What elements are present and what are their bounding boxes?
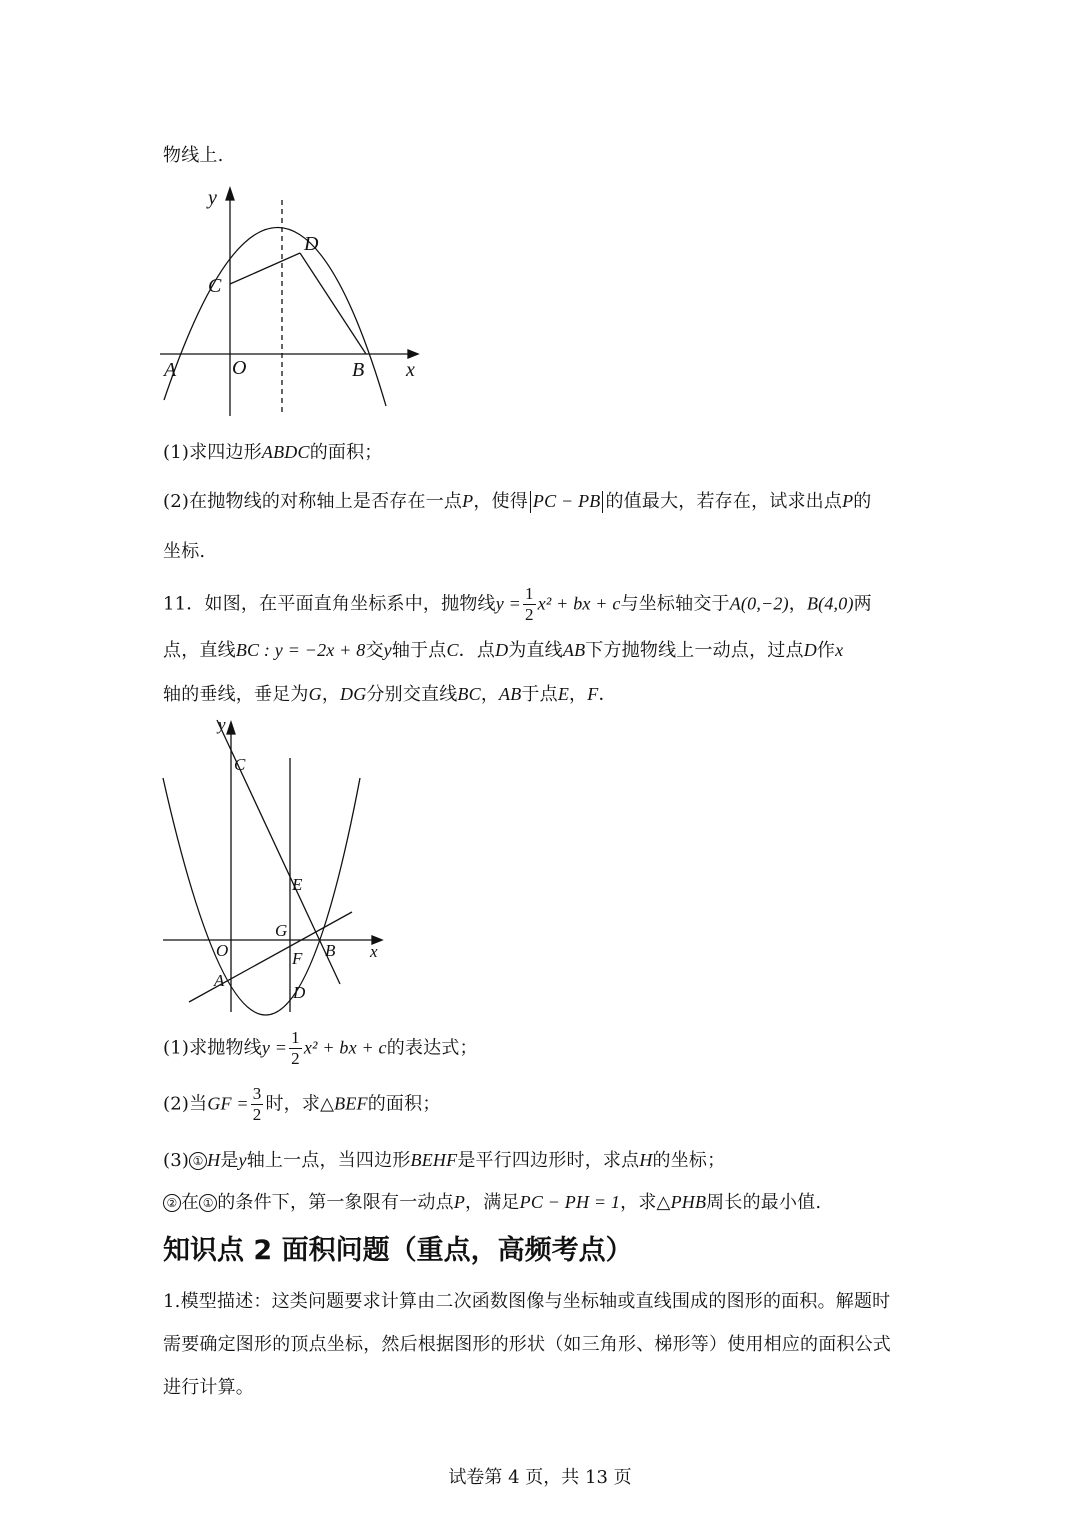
- fig2-label-d: D: [293, 983, 306, 1002]
- fig2-label-x: x: [370, 942, 378, 961]
- fig1-label-a: A: [164, 359, 177, 381]
- fig1-label-b: B: [352, 359, 365, 381]
- fig2-label-y: y: [218, 715, 226, 734]
- p10-question-2: (2)在抛物线的对称轴上是否存在一点P，使得 PC − PB 的值最大，若存在，试求出点P的: [163, 491, 872, 512]
- fraction: $\frac{1}{2}$: [291, 1028, 300, 1068]
- fig2-label-c: C: [234, 755, 246, 774]
- fig2-label-b: B: [325, 941, 336, 960]
- p11-question-3: (3) ① H是y轴上一点，当四边形BEHF是平行四边形时，求点H的坐标；: [163, 1150, 726, 1171]
- p10-question-1: (1)求四边形ABDC的面积；: [163, 442, 383, 463]
- fraction: $\frac{1}{2}$: [524, 584, 534, 624]
- p11-question-2: (2)当GF = $\frac{3}{2}$ 时，求△BEF的面积；: [163, 1084, 441, 1124]
- fig1-label-d: D: [304, 233, 319, 255]
- fig1-segment-db: [300, 253, 366, 354]
- fig2-label-a: A: [214, 971, 225, 990]
- p10-question-2-cont: 坐标.: [163, 541, 206, 562]
- p11-question-3-part-2: ② 在 ① 的条件下，第一象限有一动点P，满足PC − PH = 1，求△PHB周长的最小值.: [163, 1188, 821, 1214]
- fig1-label-o: O: [232, 357, 247, 379]
- fig1-segment-cd: [230, 253, 300, 284]
- section-text-line-2: 需要确定图形的顶点坐标，然后根据图形的形状（如三角形、梯形等）使用相应的面积公式: [163, 1334, 891, 1355]
- page-footer: 试卷第 4 页，共 13 页: [448, 1467, 632, 1488]
- section-text-line-3: 进行计算。: [163, 1377, 254, 1398]
- circled-number-1: ①: [199, 1194, 217, 1212]
- p11-line-2: 点，直线BC : y = −2x + 8交y轴于点C．点D为直线AB下方抛物线上一动点，过点D作x: [163, 640, 844, 661]
- p11-question-1: (1)求抛物线y = $\frac{1}{2}$ x² + bx + c的表达式；: [163, 1028, 478, 1068]
- continuation-text: 物线上.: [163, 145, 224, 166]
- fig2-label-g: G: [275, 921, 288, 940]
- section-heading: 知识点 2 面积问题（重点，高频考点）: [163, 1235, 633, 1266]
- p11-line-3: 轴的垂线，垂足为G，DG分别交直线BC，AB于点E，F．: [163, 684, 617, 705]
- fig1-label-x: x: [406, 359, 415, 381]
- fig1-label-c: C: [208, 275, 222, 297]
- circled-number-1: ①: [189, 1152, 207, 1170]
- fig2-parabola: [163, 778, 360, 1015]
- fig2-label-o: O: [216, 941, 229, 960]
- section-text-line-1: 1.模型描述：这类问题要求计算由二次函数图像与坐标轴或直线围成的图形的面积。解题时: [163, 1291, 891, 1312]
- fraction: $\frac{3}{2}$: [252, 1084, 262, 1124]
- figure-1-parabola: [160, 180, 450, 420]
- circled-number-2: ②: [163, 1194, 181, 1212]
- fig1-label-y: y: [208, 187, 217, 209]
- fig2-label-f: F: [292, 949, 303, 968]
- fig2-label-e: E: [292, 875, 303, 894]
- figure-2-parabola-lines: [160, 712, 400, 1022]
- p11-line-1: 11．如图，在平面直角坐标系中，抛物线y = $\frac{1}{2}$ x² + bx + c与坐标轴交于A(0,−2)，B(4,0)两: [163, 584, 872, 624]
